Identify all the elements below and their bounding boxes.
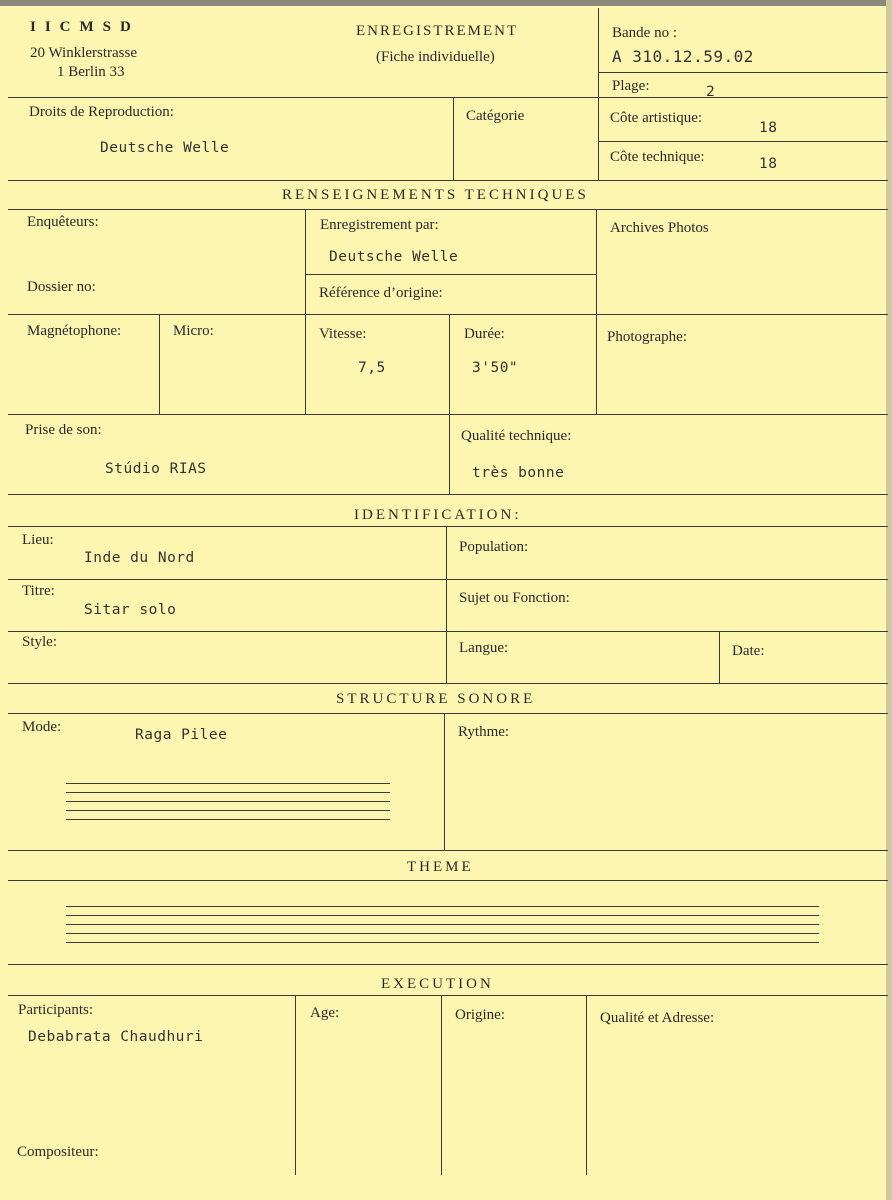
- population-label: Population:: [459, 539, 529, 555]
- place-value: Inde du Nord: [84, 550, 195, 566]
- track-value: 2: [706, 84, 716, 100]
- divider: [8, 850, 888, 851]
- tape-recorder-label: Magnétophone:: [27, 323, 122, 339]
- staff-line: [66, 783, 390, 784]
- divider: [295, 995, 296, 1175]
- quality-address-label: Qualité et Adresse:: [600, 1010, 715, 1026]
- duration-label: Durée:: [464, 326, 505, 342]
- photographer-label: Photographe:: [607, 329, 687, 345]
- divider: [305, 274, 596, 275]
- divider: [586, 995, 587, 1175]
- top-edge: [0, 0, 892, 6]
- section-identification: IDENTIFICATION:: [354, 507, 522, 523]
- category-label: Catégorie: [466, 108, 525, 124]
- divider: [441, 995, 442, 1175]
- section-theme: THEME: [407, 859, 474, 875]
- staff-line: [66, 801, 390, 802]
- rhythm-label: Rythme:: [458, 724, 510, 740]
- recorded-by-value: Deutsche Welle: [329, 249, 459, 265]
- recorded-by-label: Enregistrement par:: [320, 217, 439, 233]
- style-label: Style:: [22, 634, 58, 650]
- form-subtitle: (Fiche individuelle): [376, 49, 495, 65]
- language-label: Langue:: [459, 640, 509, 656]
- section-execution: EXECUTION: [381, 976, 494, 992]
- divider: [8, 494, 888, 495]
- track-label: Plage:: [612, 78, 650, 94]
- divider: [8, 995, 888, 996]
- age-label: Age:: [310, 1005, 340, 1021]
- technical-quality-label: Qualité technique:: [461, 428, 572, 444]
- title-value: Sitar solo: [84, 602, 177, 618]
- participants-value: Debabrata Chaudhuri: [28, 1029, 204, 1045]
- form-title: ENREGISTREMENT: [356, 23, 519, 39]
- speed-label: Vitesse:: [319, 326, 367, 342]
- photo-archive-label: Archives Photos: [610, 220, 709, 236]
- sound-capture-label: Prise de son:: [25, 422, 102, 438]
- speed-value: 7,5: [358, 360, 386, 376]
- title-label: Titre:: [22, 583, 55, 599]
- divider: [444, 713, 445, 850]
- divider: [8, 180, 888, 181]
- participants-label: Participants:: [18, 1002, 93, 1018]
- composer-label: Compositeur:: [17, 1144, 99, 1160]
- divider: [446, 526, 447, 683]
- divider: [449, 314, 450, 494]
- mode-label: Mode:: [22, 719, 62, 735]
- divider: [8, 631, 888, 632]
- divider: [159, 314, 160, 414]
- address-street: 20 Winklerstrasse: [30, 45, 138, 61]
- divider: [598, 141, 888, 142]
- divider: [598, 8, 599, 180]
- staff-line: [66, 915, 819, 916]
- staff-line: [66, 924, 819, 925]
- section-sound-structure: STRUCTURE SONORE: [336, 691, 536, 707]
- microphone-label: Micro:: [173, 323, 214, 339]
- sound-capture-value: Stúdio RIAS: [105, 461, 207, 477]
- divider: [596, 209, 597, 414]
- staff-line: [66, 933, 819, 934]
- artistic-rating-label: Côte artistique:: [610, 110, 703, 126]
- divider: [8, 713, 888, 714]
- staff-line: [66, 942, 819, 943]
- divider: [8, 683, 888, 684]
- mode-value: Raga Pilee: [135, 727, 228, 743]
- divider: [8, 314, 888, 315]
- divider: [8, 579, 888, 580]
- divider: [8, 414, 888, 415]
- origin-label: Origine:: [455, 1007, 505, 1023]
- divider: [598, 72, 888, 73]
- artistic-rating-value: 18: [759, 120, 778, 136]
- file-number-label: Dossier no:: [27, 279, 96, 295]
- divider: [8, 880, 888, 881]
- divider: [8, 209, 888, 210]
- staff-line: [66, 810, 390, 811]
- origin-reference-label: Référence d’origine:: [319, 285, 443, 301]
- investigators-label: Enquêteurs:: [27, 214, 99, 230]
- rights-label: Droits de Reproduction:: [29, 104, 174, 120]
- address-city: 1 Berlin 33: [57, 64, 125, 80]
- staff-line: [66, 819, 390, 820]
- date-label: Date:: [732, 643, 765, 659]
- duration-value: 3'50": [472, 360, 519, 376]
- divider: [8, 526, 888, 527]
- divider: [305, 209, 306, 414]
- technical-rating-label: Côte technique:: [610, 149, 705, 165]
- technical-rating-value: 18: [759, 156, 778, 172]
- divider: [719, 631, 720, 683]
- subject-label: Sujet ou Fonction:: [459, 590, 570, 606]
- divider: [8, 964, 888, 965]
- staff-line: [66, 906, 819, 907]
- institute-logo: IICMSD: [30, 19, 140, 35]
- tape-number-value: A 310.12.59.02: [612, 47, 754, 66]
- divider: [8, 97, 888, 98]
- place-label: Lieu:: [22, 532, 54, 548]
- staff-line: [66, 792, 390, 793]
- technical-quality-value: très bonne: [472, 465, 565, 481]
- divider: [453, 97, 454, 180]
- rights-value: Deutsche Welle: [100, 140, 230, 156]
- tape-number-label: Bande no :: [612, 25, 677, 41]
- section-technical: RENSEIGNEMENTS TECHNIQUES: [282, 187, 589, 203]
